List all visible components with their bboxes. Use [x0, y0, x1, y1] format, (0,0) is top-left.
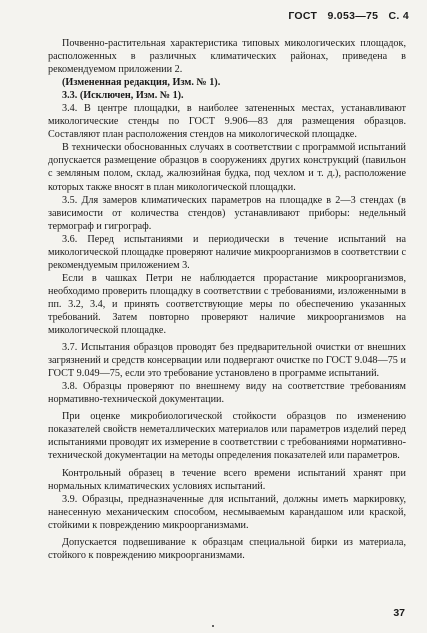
paragraph: Почвенно-растительная характеристика типовых микологических площадок, расположенных в различных климатических районах, приведена в рекомендуемом приложении 2. [48, 38, 406, 76]
clause-excluded: 3.3. (Исключен, Изм. № 1). [62, 90, 184, 102]
clause-3-5: 3.5. Для замеров климатических параметров на площадке в 2—3 стендах (в зависимости от количества стендов) устанавливают приборы: недельный термограф и гигрограф. [48, 194, 406, 232]
paragraph: Контрольный образец в течение всего времени испытаний хранят при нормальных климатических условиях испытаний. [48, 467, 406, 492]
print-speck [212, 625, 214, 627]
clause-3-4: 3.4. В центре площадки, в наиболее затененных местах, устанавливают микологические стенды по ГОСТ 9.906—83 для размещения образцов. Составляют план расположения стендов на микологической площадке. [48, 103, 406, 141]
standard-label: ГОСТ [288, 10, 318, 22]
amendment-note: (Измененная редакция, Изм. № 1). [62, 77, 221, 89]
clause-3-9: 3.9. Образцы, предназначенные для испытаний, должны иметь маркировку, нанесенную механическим способом, несмываемым карандашом или краской, стойкими к повреждению микроорганизмами. [48, 493, 406, 531]
clause-3-6: 3.6. Перед испытаниями и периодически в течение испытаний на микологической площадке проверяют наличие микроорганизмов в соответствии с рекомендуемым приложением 3. [48, 233, 406, 271]
document-body [48, 37, 406, 562]
paragraph: В технически обоснованных случаях в соответствии с программой испытаний допускается размещение образцов в сооружениях других конструкций (павильон с земляным полом, склад, жалюзийная будка, под чехлом и т. д.), расположение которых также вносят в план микологической площадки. [48, 142, 406, 193]
page-header [281, 10, 409, 22]
clause-3-7: 3.7. Испытания образцов проводят без предварительной очистки от внешних загрязнений и средств консервации или подвергают очистке по ГОСТ 9.048—75 и ГОСТ 9.049—75, если это требование установлено в программе испытаний. [48, 342, 406, 380]
page-number: 37 [393, 607, 405, 619]
clause-3-8: 3.8. Образцы проверяют по внешнему виду на соответствие требованиям нормативно-технической документации. [48, 381, 406, 406]
paragraph: При оценке микробиологической стойкости образцов по изменению показателей свойств неметаллических материалов или параметров изделий перед испытаниями проводят их измерение в соответствии с требованиями нормативно-технической документации на методы определения показателей или параметров. [48, 411, 406, 462]
paragraph: Если в чашках Петри не наблюдается прорастание микроорганизмов, необходимо проверить площадку в соответствии с требованиями, изложенными в пп. 3.2, 3.4, и принять соответствующие меры по обеспечению указанных требований. Затем повторно проверяют наличие микроорганизмов на микологической площадке. [48, 272, 406, 337]
header-page: С. 4 [388, 10, 409, 22]
standard-number: 9.053—75 [327, 10, 379, 22]
paragraph: Допускается подвешивание к образцам специальной бирки из материала, стойкого к повреждению микроорганизмами. [48, 536, 406, 561]
